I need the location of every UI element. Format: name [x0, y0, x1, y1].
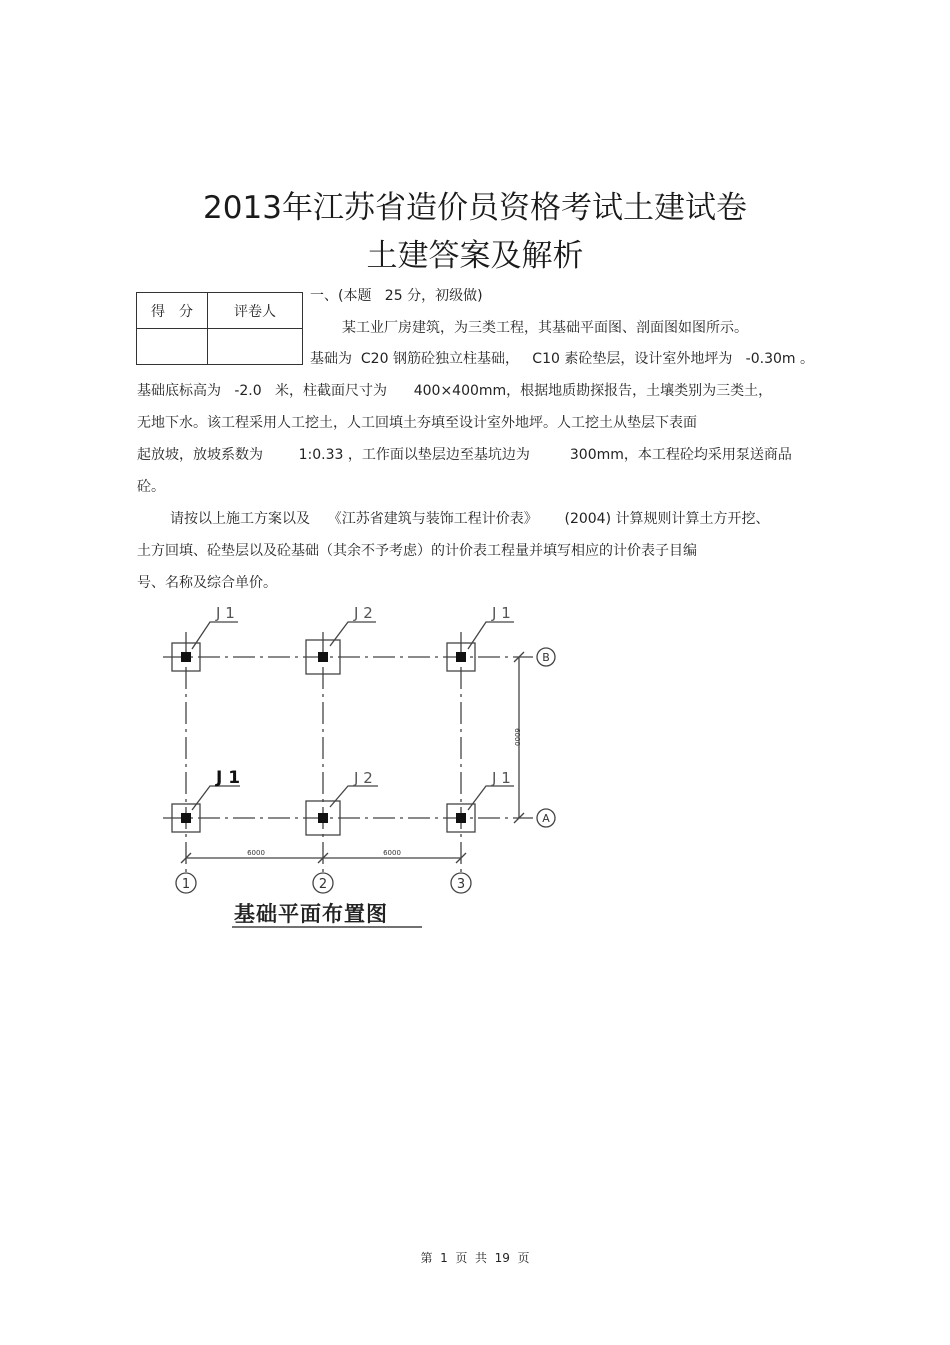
axis-label-b: B: [542, 651, 550, 664]
footing-label-b1: J 1: [216, 604, 235, 622]
dim-label-vertical: 6000: [513, 728, 521, 746]
dim-label-h1: 6000: [247, 849, 265, 857]
question-header: 一、(本题 25 分，初级做): [310, 288, 483, 304]
question-line: 砼。: [137, 479, 165, 495]
question-line: 号、名称及综合单价。: [137, 575, 277, 591]
axis-label-a: A: [542, 812, 550, 825]
dim-label-h2: 6000: [383, 849, 401, 857]
column-b2: [318, 652, 328, 662]
leader-a2: [330, 786, 378, 807]
axis-label-3: 3: [456, 877, 466, 892]
column-a2: [318, 813, 328, 823]
question-line: 土方回填、砼垫层以及砼基础（其余不予考虑）的计价表工程量并填写相应的计价表子目编: [137, 543, 697, 559]
column-a3: [456, 813, 466, 823]
footing-label-a3: J 1: [492, 769, 511, 787]
question-line: 无地下水。该工程采用人工挖土，人工回填土夯填至设计室外地坪。人工挖土从垫层下表面: [137, 415, 697, 431]
question-line: 起放坡，放坡系数为 1:0.33 ，工作面以垫层边至基坑边为 300mm，本工程砼均采用泵送商品: [137, 447, 792, 463]
leader-b2: [330, 622, 376, 646]
question-line: 请按以上施工方案以及 《江苏省建筑与装饰工程计价表》 (2004) 计算规则计算土方开挖、: [170, 511, 770, 527]
question-line: 基础为 C20 钢筋砼独立柱基础， C10 素砼垫层，设计室外地坪为 -0.30m 。: [310, 351, 814, 367]
column-b3: [456, 652, 466, 662]
page-footer: 第 1 页 共 19 页: [420, 1251, 530, 1265]
footing-label-a2: J 2: [354, 769, 373, 787]
score-label: 得 分: [137, 293, 208, 329]
axis-label-1: 1: [181, 877, 191, 892]
page-title: 2013年江苏省造价员资格考试土建试卷: [203, 190, 747, 226]
question-line: 某工业厂房建筑，为三类工程，其基础平面图、剖面图如图所示。: [342, 320, 748, 336]
grader-label: 评卷人: [208, 293, 303, 329]
column-a1: [181, 813, 191, 823]
footing-label-b2: J 2: [354, 604, 373, 622]
leader-b1: [192, 622, 238, 649]
question-line: 基础底标高为 -2.0 米，柱截面尺寸为 400×400mm，根据地质勘探报告，土壤类别为三类土，: [137, 383, 773, 399]
leader-a1: [192, 786, 240, 810]
column-b1: [181, 652, 191, 662]
page-subtitle: 土建答案及解析: [366, 238, 584, 274]
axis-label-2: 2: [318, 877, 328, 892]
footing-label-b3: J 1: [492, 604, 511, 622]
footing-label-a1: J 1: [216, 768, 241, 788]
drawing-caption: 基础平面布置图: [234, 902, 388, 926]
